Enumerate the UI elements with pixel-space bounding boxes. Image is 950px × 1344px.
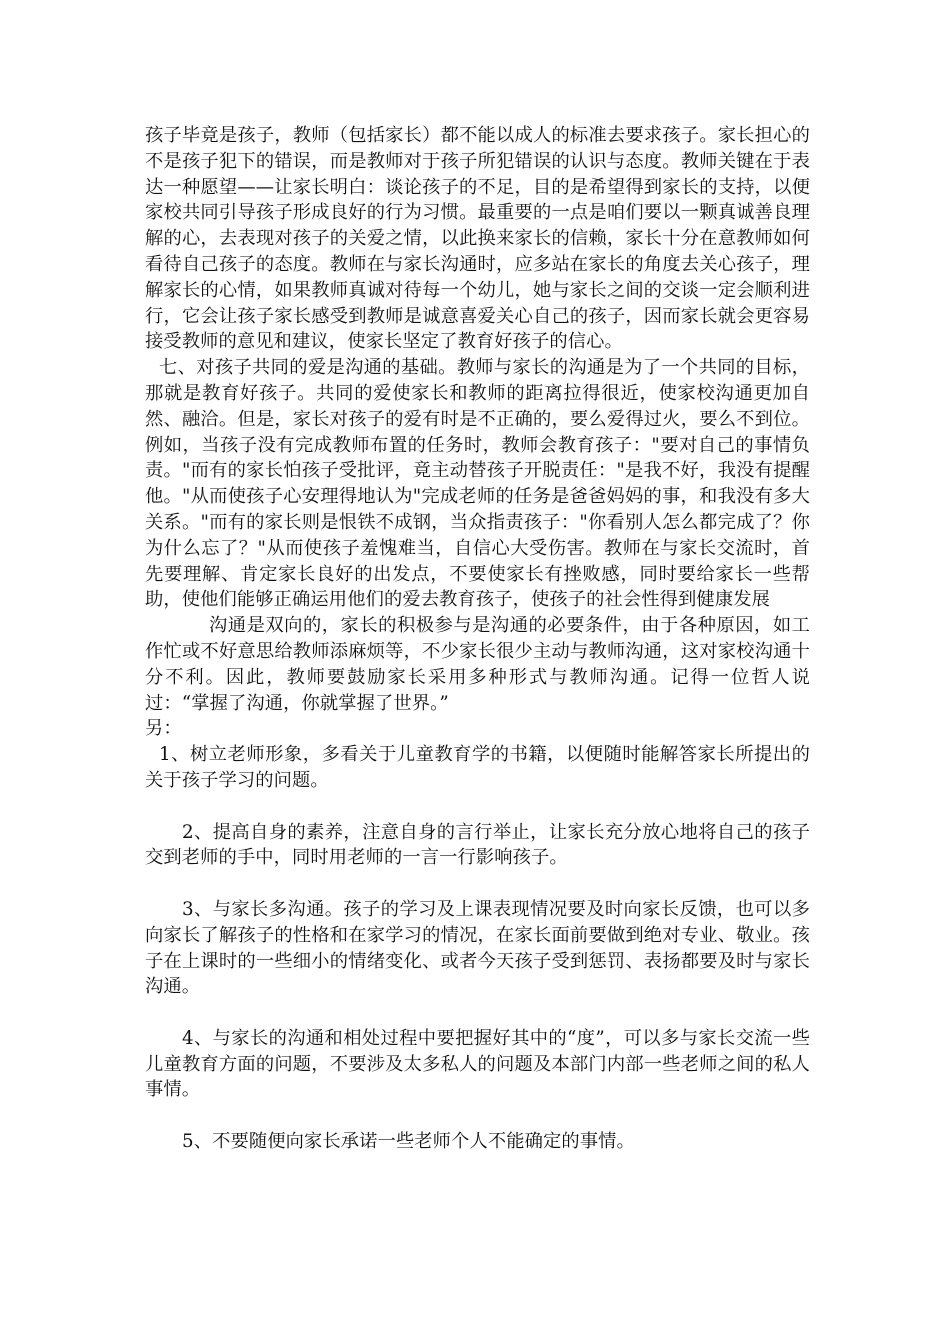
list-item-boundaries: 4、与家长的沟通和相处过程中要把握好其中的“度”，可以多与家长交流一些儿童教育方面的问题，不要涉及太多私人的问题及本部门内部一些老师之间的私人事情。: [145, 1027, 810, 1101]
spacer: [145, 871, 810, 897]
paragraph-section-seven: 七、对孩子共同的爱是沟通的基础。教师与家长的沟通是为了一个共同的目标，那就是教育好孩子。共同的爱使家长和教师的距离拉得很近，使家校沟通更加自然、融洽。但是，家长对孩子的爱有时是不正确的，要么爱得过火，要么不到位。例如，当孩子没有完成教师布置的任务时，教师会教育孩子："要对自己的事情负责。"而有的家长怕孩子受批评，竟主动替孩子开脱责任："是我不好，我没有提醒他。"从而使孩子心安理得地认为"完成老师的任务是爸爸妈妈的事，和我没有多大关系。"而有的家长则是恨铁不成钢，当众指责孩子："你看别人怎么都完成了？你为什么忘了？"从而使孩子羞愧难当，自信心大受伤害。教师在与家长交流时，首先要理解、肯定家长良好的出发点，不要使家长有挫败感，同时要给家长一些帮助，使他们能够正确运用他们的爱去教育孩子，使孩子的社会性得到健康发展: [145, 357, 810, 611]
list-item-no-promises: 5、不要随便向家长承诺一些老师个人不能确定的事情。: [182, 1131, 635, 1153]
spacer: [145, 794, 810, 820]
paragraph-parent-attitude: 孩子毕竟是孩子，教师（包括家长）都不能以成人的标准去要求孩子。家长担心的不是孩子犯下的错误，而是教师对于孩子所犯错误的认识与态度。教师关键在于表达一种愿望——让家长明白：谈论孩子的不足，目的是希望得到家长的支持，以便家校共同引导孩子形成良好的行为习惯。最重要的一点是咱们要以一颗真诚善良理解的心，去表现对孩子的关爱之情，以此换来家长的信赖，家长十分在意教师如何看待自己孩子的态度。教师在与家长沟通时，应多站在家长的角度去关心孩子，理解家长的心情，如果教师真诚对待每一个幼儿，她与家长之间的交谈一定会顺利进行，它会让孩子家长感受到教师是诚意喜爱关心自己的孩子，因而家长就会更容易接受教师的意见和建议，使家长坚定了教育好孩子的信心。: [145, 125, 810, 353]
spacer: [145, 1103, 810, 1129]
spacer: [145, 1000, 810, 1026]
paragraph-additional: 另：: [145, 718, 182, 740]
paragraph-two-way-communication: 沟通是双向的，家长的积极参与是沟通的必要条件，由于各种原因，如工作忙或不好意思给教师添麻烦等，不少家长很少主动与教师沟通，这对家校沟通十分不利。因此，教师要鼓励家长采用多种形式与教师沟通。记得一位哲人说过：“掌握了沟通，你就掌握了世界。”: [145, 615, 810, 714]
list-item-communicate-more: 3、与家长多沟通。孩子的学习及上课表现情况要及时向家长反馈，也可以多向家长了解孩子的性格和在家学习的情况，在家长面前要做到绝对专业、敬业。孩子在上课时的一些细小的情绪变化、或者今天孩子受到惩罚、表扬都要及时与家长沟通。: [145, 898, 810, 998]
list-item-self-cultivation: 2、提高自身的素养，注意自身的言行举止，让家长充分放心地将自己的孩子交到老师的手中，同时用老师的一言一行影响孩子。: [145, 821, 810, 869]
list-item-teacher-image: 1、树立老师形象，多看关于儿童教育学的书籍，以便随时能解答家长所提出的关于孩子学习的问题。: [145, 744, 810, 791]
document-body: [145, 123, 810, 1155]
